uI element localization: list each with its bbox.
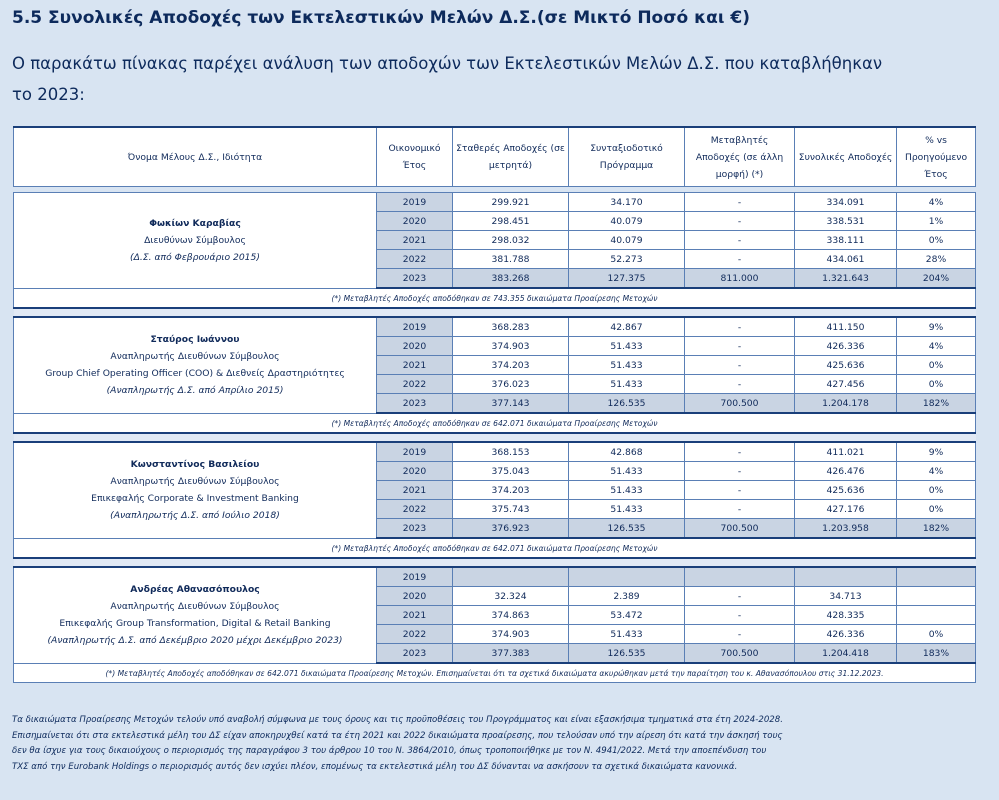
cell-pension: 51.433 — [569, 375, 685, 394]
note-row — [14, 413, 976, 433]
cell-year: 2022 — [377, 250, 453, 269]
cell-variable: - — [685, 250, 795, 269]
footnote-line: ΤΧΣ από την Eurobank Holdings ο περιορισμός αυτός δεν ισχύει πλέον, επομένως τα εκτελεστικά μέλη του ΔΣ δύνανται να ασκήσουν τα σχετικά δικαιώματα κανονικά. — [12, 761, 738, 772]
cell-pct: 9% — [897, 317, 976, 337]
cell-fixed: 368.283 — [453, 317, 569, 337]
cell-year: 2019 — [377, 442, 453, 462]
member-note: (*) Μεταβλητές Αποδοχές αποδόθηκαν σε 642.071 δικαιώματα Προαίρεσης Μετοχών — [14, 538, 976, 558]
cell-total: 34.713 — [795, 587, 897, 606]
header-fixed: Σταθερές Αποδοχές (σε μετρητά) — [453, 127, 569, 187]
member-cell — [14, 317, 377, 413]
cell-pct: 28% — [897, 250, 976, 269]
cell-pension: 51.433 — [569, 356, 685, 375]
cell-variable: - — [685, 481, 795, 500]
cell-variable: 700.500 — [685, 394, 795, 414]
table-row — [14, 442, 976, 462]
cell-pct: 4% — [897, 462, 976, 481]
cell-fixed: 376.023 — [453, 375, 569, 394]
cell-pct — [897, 606, 976, 625]
member-note: (*) Μεταβλητές Αποδοχές αποδόθηκαν σε 642.071 δικαιώματα Προαίρεσης Μετοχών — [14, 413, 976, 433]
cell-variable: 700.500 — [685, 644, 795, 664]
note-row — [14, 663, 976, 683]
header-pension: Συνταξιοδοτικό Πρόγραμμα — [569, 127, 685, 187]
cell-pct: 0% — [897, 625, 976, 644]
cell-pct: 183% — [897, 644, 976, 664]
cell-pct — [897, 587, 976, 606]
cell-total: 425.636 — [795, 481, 897, 500]
cell-total: 411.021 — [795, 442, 897, 462]
cell-year: 2020 — [377, 462, 453, 481]
cell-pension: 52.273 — [569, 250, 685, 269]
cell-pension: 53.472 — [569, 606, 685, 625]
cell-pct: 4% — [897, 337, 976, 356]
footnote-line: δεν θα ίσχυε για τους δικαιούχους ο περιορισμός της παραγράφου 3 του άρθρου 10 του Ν. 3864/2010, όπως τροποποιήθηκε με τον Ν. 4941/2022. Μετά την αποεπένδυση του — [12, 746, 767, 756]
cell-variable: - — [685, 212, 795, 231]
cell-variable: - — [685, 442, 795, 462]
cell-variable: - — [685, 606, 795, 625]
cell-total: 411.150 — [795, 317, 897, 337]
table-row — [14, 193, 976, 212]
cell-pension: 51.433 — [569, 337, 685, 356]
cell-pct: 204% — [897, 269, 976, 289]
intro-paragraph — [12, 48, 999, 110]
footnotes — [12, 713, 987, 775]
header-total: Συνολικές Αποδοχές — [795, 127, 897, 187]
cell-year: 2023 — [377, 394, 453, 414]
cell-year: 2019 — [377, 317, 453, 337]
cell-year: 2021 — [377, 356, 453, 375]
member-tenure: (Δ.Σ. από Φεβρουάριο 2015) — [130, 251, 260, 263]
cell-pension: 51.433 — [569, 625, 685, 644]
member-note: (*) Μεταβλητές Αποδοχές αποδόθηκαν σε 642.071 δικαιώματα Προαίρεσης Μετοχών. Επισημαίνεται ότι τα σχετικά δικαιώματα ακυρώθηκαν μετά την παραίτηση του κ. Αθανασόπουλου στις 31.12.2023. — [14, 663, 976, 683]
member-role: Group Chief Operating Officer (COO) & Διεθνείς Δραστηριότητες — [45, 368, 345, 380]
cell-pct: 182% — [897, 394, 976, 414]
cell-total: 425.636 — [795, 356, 897, 375]
cell-pension: 127.375 — [569, 269, 685, 289]
cell-variable: - — [685, 500, 795, 519]
cell-pension: 34.170 — [569, 193, 685, 212]
cell-total: 338.111 — [795, 231, 897, 250]
note-row — [14, 288, 976, 308]
cell-variable: - — [685, 193, 795, 212]
cell-fixed: 32.324 — [453, 587, 569, 606]
member-role: Επικεφαλής Corporate & Investment Banking — [91, 493, 299, 505]
footnote-line: Τα δικαιώματα Προαίρεσης Μετοχών τελούν υπό αναβολή σύμφωνα με τους όρους και τις προϋποθέσεις του Προγράμματος και είναι εξασκήσιμα τμηματικά στα έτη 2024-2028. — [12, 715, 783, 725]
header-pct: % vs Προηγούμενο Έτος — [897, 127, 976, 187]
table-header-row — [14, 127, 976, 187]
cell-fixed: 376.923 — [453, 519, 569, 539]
member-role: Αναπληρωτής Διευθύνων Σύμβουλος — [110, 351, 280, 363]
member-name: Σταύρος Ιωάννου — [150, 334, 240, 346]
cell-year: 2022 — [377, 375, 453, 394]
cell-total: 1.204.178 — [795, 394, 897, 414]
cell-total: 1.204.418 — [795, 644, 897, 664]
cell-pension: 2.389 — [569, 587, 685, 606]
member-name: Κωνσταντίνος Βασιλείου — [130, 459, 260, 471]
member-cell — [14, 442, 377, 538]
remuneration-table — [13, 126, 976, 683]
cell-fixed: 383.268 — [453, 269, 569, 289]
cell-pct — [897, 567, 976, 587]
footnote-line: Επισημαίνεται ότι στα εκτελεστικά μέλη του ΔΣ είχαν αποκηρυχθεί κατά τα έτη 2021 και 2022 δικαιώματα προαίρεσης, που τελούσαν υπό την αίρεση ότι κατά την άσκησή τους — [12, 730, 783, 741]
cell-pct: 0% — [897, 500, 976, 519]
cell-pct: 0% — [897, 375, 976, 394]
member-name: Ανδρέας Αθανασόπουλος — [130, 584, 260, 596]
header-name: Όνομα Μέλους Δ.Σ., Ιδιότητα — [14, 127, 377, 187]
header-year: Οικονομικό Έτος — [377, 127, 453, 187]
cell-pension: 51.433 — [569, 500, 685, 519]
member-role: Αναπληρωτής Διευθύνων Σύμβουλος — [110, 476, 280, 488]
cell-total: 434.061 — [795, 250, 897, 269]
member-role: Επικεφαλής Group Transformation, Digital & Retail Banking — [59, 618, 331, 630]
cell-fixed: 374.863 — [453, 606, 569, 625]
cell-fixed: 375.043 — [453, 462, 569, 481]
cell-total: 1.203.958 — [795, 519, 897, 539]
cell-total: 338.531 — [795, 212, 897, 231]
member-tenure: (Αναπληρωτής Δ.Σ. από Ιούλιο 2018) — [110, 510, 280, 522]
cell-fixed: 298.451 — [453, 212, 569, 231]
section-title: 5.5 Συνολικές Αποδοχές των Εκτελεστικών Μελών Δ.Σ.(σε Μικτό Ποσό και €) — [12, 8, 750, 28]
cell-total: 1.321.643 — [795, 269, 897, 289]
cell-pension: 51.433 — [569, 462, 685, 481]
cell-pension: 126.535 — [569, 519, 685, 539]
cell-pension: 42.867 — [569, 317, 685, 337]
cell-year: 2023 — [377, 519, 453, 539]
member-note: (*) Μεταβλητές Αποδοχές αποδόθηκαν σε 743.355 δικαιώματα Προαίρεσης Μετοχών — [14, 288, 976, 308]
cell-fixed: 299.921 — [453, 193, 569, 212]
cell-year: 2022 — [377, 625, 453, 644]
table-row — [14, 317, 976, 337]
table-row — [14, 567, 976, 587]
intro-line-1: Ο παρακάτω πίνακας παρέχει ανάλυση των αποδοχών των Εκτελεστικών Μελών Δ.Σ. που καταβλήθηκαν — [12, 54, 883, 73]
cell-year: 2019 — [377, 567, 453, 587]
cell-pension: 126.535 — [569, 394, 685, 414]
cell-year: 2020 — [377, 212, 453, 231]
cell-variable — [685, 567, 795, 587]
cell-pct: 182% — [897, 519, 976, 539]
cell-pct: 0% — [897, 481, 976, 500]
cell-total: 426.476 — [795, 462, 897, 481]
note-row — [14, 538, 976, 558]
cell-year: 2020 — [377, 587, 453, 606]
cell-fixed: 375.743 — [453, 500, 569, 519]
cell-pension: 126.535 — [569, 644, 685, 664]
header-variable: Μεταβλητές Αποδοχές (σε άλλη μορφή) (*) — [685, 127, 795, 187]
cell-total: 428.335 — [795, 606, 897, 625]
cell-fixed: 377.143 — [453, 394, 569, 414]
cell-variable: - — [685, 625, 795, 644]
cell-variable: 700.500 — [685, 519, 795, 539]
cell-fixed: 377.383 — [453, 644, 569, 664]
cell-pension: 42.868 — [569, 442, 685, 462]
cell-year: 2020 — [377, 337, 453, 356]
cell-pension: 40.079 — [569, 212, 685, 231]
cell-fixed: 374.203 — [453, 356, 569, 375]
cell-year: 2021 — [377, 606, 453, 625]
cell-pct: 4% — [897, 193, 976, 212]
cell-pension — [569, 567, 685, 587]
cell-year: 2023 — [377, 644, 453, 664]
cell-pct: 1% — [897, 212, 976, 231]
cell-year: 2019 — [377, 193, 453, 212]
cell-fixed — [453, 567, 569, 587]
cell-fixed: 374.203 — [453, 481, 569, 500]
intro-line-2: το 2023: — [12, 85, 85, 104]
member-role: Αναπληρωτής Διευθύνων Σύμβουλος — [110, 601, 280, 613]
cell-total: 334.091 — [795, 193, 897, 212]
member-cell — [14, 193, 377, 289]
cell-year: 2023 — [377, 269, 453, 289]
cell-fixed: 368.153 — [453, 442, 569, 462]
member-role: Διευθύνων Σύμβουλος — [144, 234, 246, 246]
cell-year: 2021 — [377, 481, 453, 500]
cell-total: 426.336 — [795, 337, 897, 356]
cell-fixed: 374.903 — [453, 625, 569, 644]
cell-fixed: 381.788 — [453, 250, 569, 269]
cell-total: 427.176 — [795, 500, 897, 519]
cell-pct: 9% — [897, 442, 976, 462]
cell-total: 427.456 — [795, 375, 897, 394]
cell-variable: - — [685, 375, 795, 394]
cell-pension: 51.433 — [569, 481, 685, 500]
cell-fixed: 298.032 — [453, 231, 569, 250]
cell-pct: 0% — [897, 231, 976, 250]
cell-variable: - — [685, 231, 795, 250]
cell-variable: - — [685, 587, 795, 606]
cell-variable: - — [685, 317, 795, 337]
member-tenure: (Αναπληρωτής Δ.Σ. από Απρίλιο 2015) — [106, 385, 284, 397]
cell-variable: - — [685, 462, 795, 481]
cell-variable: - — [685, 356, 795, 375]
cell-pension: 40.079 — [569, 231, 685, 250]
cell-pct: 0% — [897, 356, 976, 375]
cell-year: 2022 — [377, 500, 453, 519]
member-name: Φωκίων Καραβίας — [149, 217, 241, 229]
member-cell — [14, 567, 377, 663]
cell-variable: 811.000 — [685, 269, 795, 289]
cell-fixed: 374.903 — [453, 337, 569, 356]
member-tenure: (Αναπληρωτής Δ.Σ. από Δεκέμβριο 2020 μέχρι Δεκέμβριο 2023) — [47, 635, 343, 647]
cell-total: 426.336 — [795, 625, 897, 644]
cell-variable: - — [685, 337, 795, 356]
cell-year: 2021 — [377, 231, 453, 250]
cell-total — [795, 567, 897, 587]
